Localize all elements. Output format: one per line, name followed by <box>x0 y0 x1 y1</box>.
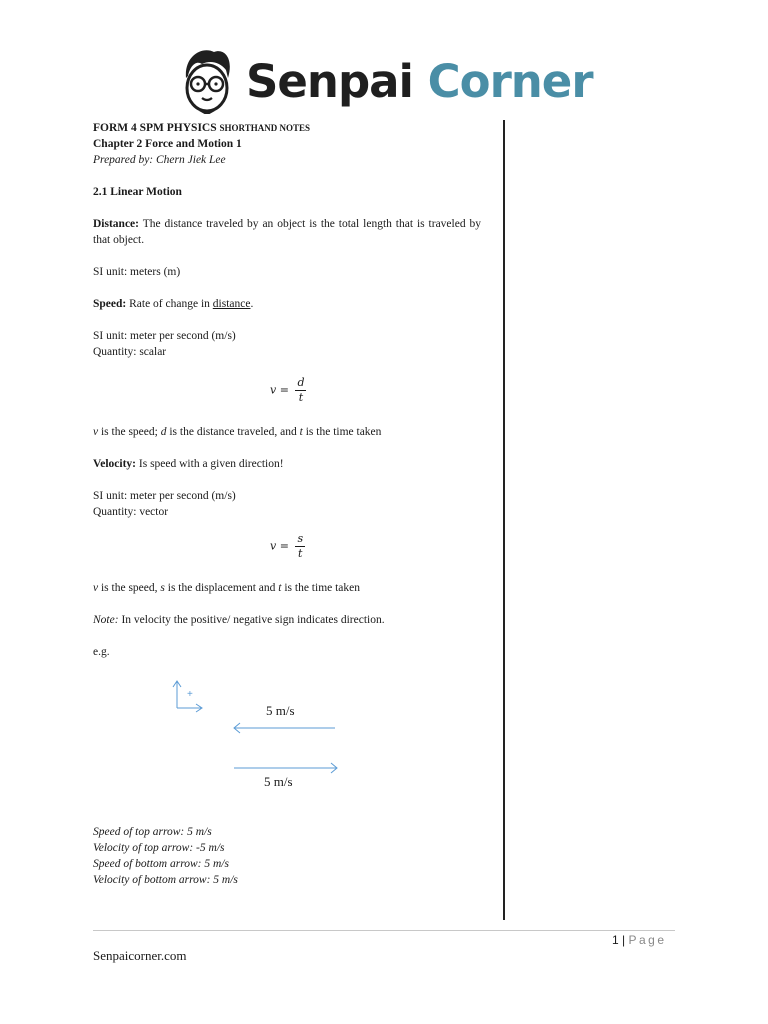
summary-line: Velocity of bottom arrow: 5 m/s <box>93 874 238 886</box>
summary-line: Speed of top arrow: 5 m/s <box>93 826 212 838</box>
speed-si-unit: SI unit: meter per second (m/s) <box>93 330 236 342</box>
top-arrow-label: 5 m/s <box>266 703 295 718</box>
distance-link: distance <box>212 298 251 310</box>
summary-line: Velocity of top arrow: -5 m/s <box>93 842 225 854</box>
distance-si-unit: SI unit: meters (m) <box>93 266 181 278</box>
form-heading: FORM 4 SPM PHYSICS SHORTHAND NOTES <box>93 122 310 134</box>
velocity-si-unit: SI unit: meter per second (m/s) <box>93 490 236 502</box>
positive-sign: + <box>187 689 193 700</box>
chapter-heading: Chapter 2 Force and Motion 1 <box>93 138 242 150</box>
section-heading: 2.1 Linear Motion <box>93 186 182 198</box>
distance-definition: Distance: The distance traveled by an object is the total length that is traveled by that object. <box>93 218 481 246</box>
direction-note: Note: In velocity the positive/ negative sign indicates direction. <box>93 614 385 626</box>
bottom-arrow-label: 5 m/s <box>264 774 293 789</box>
prepared-by: Prepared by: Chern Jiek Lee <box>93 154 226 166</box>
example-label: e.g. <box>93 646 110 658</box>
column-divider <box>503 120 505 920</box>
velocity-term: Velocity: <box>93 458 137 470</box>
speed-definition: Speed: Rate of change in distance. <box>93 298 254 310</box>
footer-website: Senpaicorner.com <box>93 948 187 963</box>
footer-divider <box>93 930 675 931</box>
speed-quantity: Quantity: scalar <box>93 346 167 358</box>
page-number: 1 | Page <box>612 933 667 947</box>
distance-term: Distance: <box>93 218 139 230</box>
speed-explanation: v is the speed; d is the distance traveled, and t is the time taken <box>93 426 382 438</box>
velocity-quantity: Quantity: vector <box>93 506 169 518</box>
speed-term: Speed: <box>93 298 127 310</box>
velocity-formula: v = $\frac{s}{t}$ <box>270 532 304 560</box>
logo-word-senpai: Senpai <box>246 54 413 108</box>
arrow-summary <box>93 824 481 888</box>
summary-line: Speed of bottom arrow: 5 m/s <box>93 858 229 870</box>
velocity-definition: Velocity: Is speed with a given direction! <box>93 458 284 470</box>
top-arrow-left <box>234 723 335 733</box>
logo-word-corner: Corner <box>427 54 593 108</box>
speed-formula: v = $\frac{d}{t}$ <box>270 376 305 404</box>
note-label: Note: <box>93 614 119 626</box>
velocity-explanation: v is the speed, s is the displacement and t is the time taken <box>93 582 361 594</box>
shorthand-label: SHORTHAND NOTES <box>219 123 310 133</box>
bottom-arrow-right <box>234 763 337 773</box>
